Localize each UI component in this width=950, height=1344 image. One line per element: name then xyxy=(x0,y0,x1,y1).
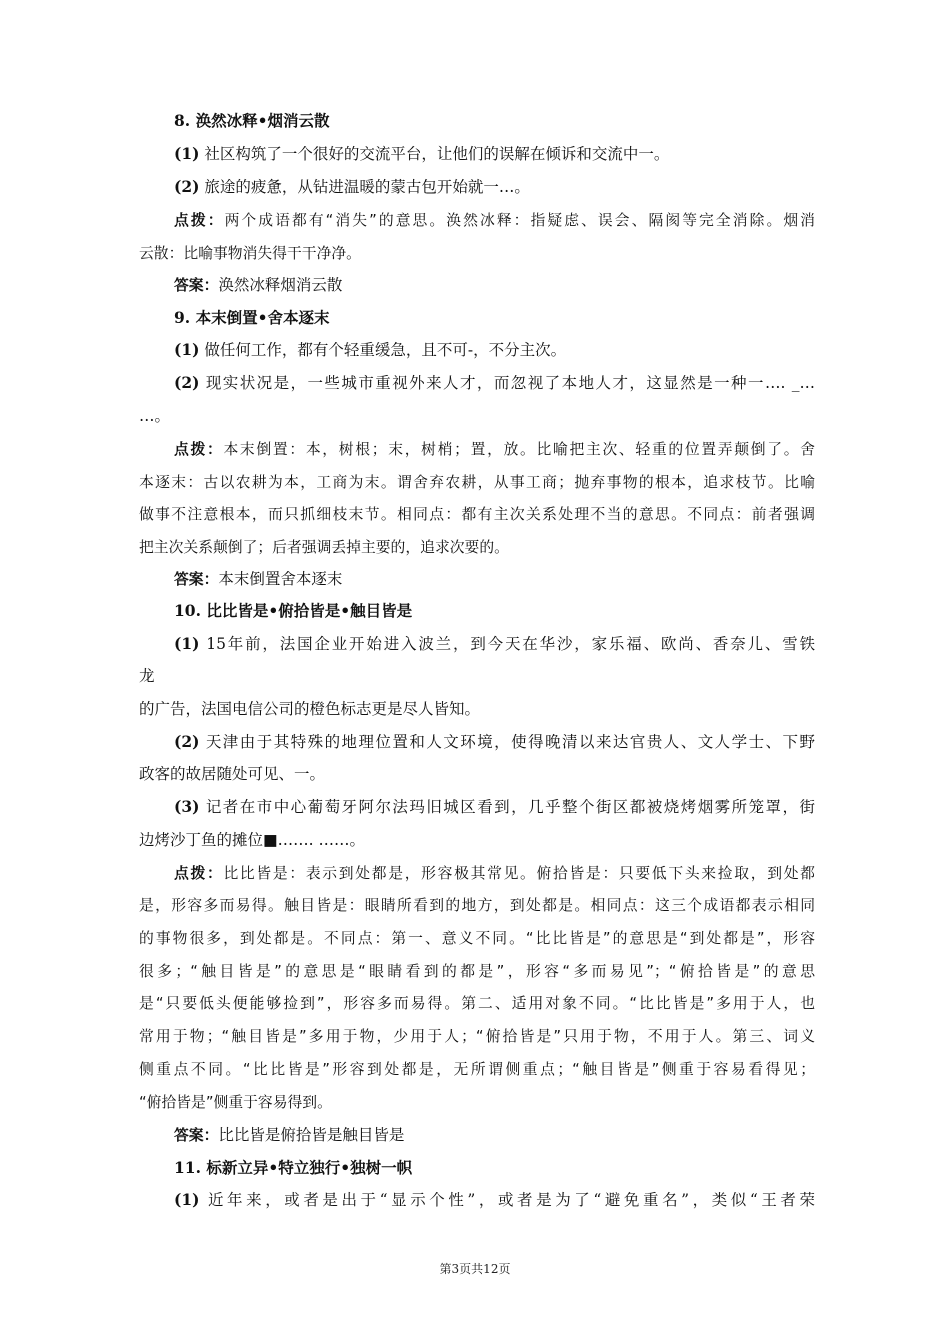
text-line xyxy=(139,992,815,1015)
text-line xyxy=(139,960,815,983)
line-label: 点拨： xyxy=(174,212,225,229)
line-text: 云散：比喻事物消失得干干净净。 xyxy=(139,245,361,262)
text-line xyxy=(139,1025,815,1048)
line-text: 近年来，或者是出于“显示个性”，或者是为了“避免重名”，类似“王者荣 xyxy=(207,1191,815,1209)
line-text: 9. 本末倒置•舍本逐末 xyxy=(174,308,330,327)
line-text: 10. 比比皆是•俯拾皆是•触目皆是 xyxy=(174,601,413,620)
text-line xyxy=(139,536,815,559)
item-number: (2) xyxy=(174,732,200,751)
line-text: 现实状况是，一些城市重视外来人才，而忽视了本地人才，这显然是一种一…. _… xyxy=(205,374,815,392)
line-text: 比比皆是俯拾皆是触目皆是 xyxy=(218,1126,405,1144)
line-text: 社区构筑了一个很好的交流平台，让他们的误解在倾诉和交流中一。 xyxy=(204,145,670,163)
line-text: 记者在市中心葡萄牙阿尔法玛旧城区看到，几乎整个街区都被烧烤烟雾所笼罩，街 xyxy=(205,798,815,816)
line-label: 答案： xyxy=(174,571,219,588)
item-number: (1) xyxy=(174,1190,200,1209)
text-line xyxy=(174,633,815,655)
text-line xyxy=(139,927,815,950)
line-text: 8. 涣然冰释•烟消云散 xyxy=(174,111,330,130)
line-text: 常用于物；“触目皆是”多用于物，少用于人；“俯拾皆是”只用于物，不用于人。第三、词义 xyxy=(139,1028,815,1045)
line-label: 答案： xyxy=(174,277,219,294)
text-line xyxy=(139,1091,815,1114)
line-label: 点拨： xyxy=(174,865,224,882)
text-line xyxy=(139,242,815,265)
text-line xyxy=(174,274,815,297)
line-text: 把主次关系颠倒了；后者强调丢掉主要的，追求次要的。 xyxy=(139,539,509,556)
line-text: 政客的故居随处可见、一。 xyxy=(139,765,326,783)
text-line xyxy=(139,503,815,526)
item-number: (3) xyxy=(174,797,200,816)
text-line xyxy=(174,1124,815,1147)
line-text: 天津由于其特殊的地理位置和人文环境，使得晚清以来达官贵人、文人学士、下野 xyxy=(205,733,815,751)
line-text: 是，形容多而易得。触目皆是：眼睛所看到的地方，到处都是。相同点：这三个成语都表示相同 xyxy=(139,897,815,914)
text-line xyxy=(139,471,815,494)
text-line xyxy=(139,894,815,917)
line-label: 点拨： xyxy=(174,441,224,458)
text-line xyxy=(139,829,815,851)
text-line xyxy=(139,1058,815,1081)
text-line xyxy=(174,339,815,361)
line-text: 侧重点不同。“比比皆是”形容到处都是，无所谓侧重点；“触目皆是”侧重于容易看得见； xyxy=(139,1061,815,1078)
line-text: “俯拾皆是”侧重于容易得到。 xyxy=(139,1094,332,1111)
item-number: (2) xyxy=(174,373,200,392)
page-footer: 第3页共12页 xyxy=(439,1262,511,1276)
line-text: 是“只要低头便能够捡到”，形容多而易得。第二、适用对象不同。“比比皆是”多用于人，也 xyxy=(139,995,815,1012)
item-number: (2) xyxy=(174,177,200,196)
item-number: (1) xyxy=(174,144,200,163)
line-text: 11. 标新立异•特立独行•独树一帜 xyxy=(174,1158,413,1177)
line-text: 比比皆是：表示到处都是，形容极其常见。俯拾皆是：只要低下头来捡取，到处都 xyxy=(223,865,815,882)
text-line xyxy=(174,1189,815,1211)
line-text: 本末倒置：本，树根；末，树梢；置，放。比喻把主次、轻重的位置弄颠倒了。舍 xyxy=(223,441,815,458)
line-text: 边烤沙丁鱼的摊位■……. ……。 xyxy=(139,831,365,849)
line-text: 两个成语都有“消失”的意思。涣然冰释：指疑虑、误会、隔阂等完全消除。烟消 xyxy=(224,212,815,229)
text-line xyxy=(174,307,815,329)
item-number: (1) xyxy=(174,340,200,359)
text-line xyxy=(174,568,815,591)
line-text: 做事不注意根本，而只抓细枝末节。相同点：都有主次关系处理不当的意思。不同点：前者强调 xyxy=(139,506,815,523)
text-line xyxy=(174,110,815,132)
text-line xyxy=(174,862,815,885)
line-text: 的事物很多，到处都是。不同点：第一、意义不同。“比比皆是”的意思是“到处都是”，形容 xyxy=(139,930,815,947)
line-text: …。 xyxy=(139,407,171,425)
line-text: 很多；“触目皆是”的意思是“眼睛看到的都是”，形容“多而易见”；“俯拾皆是”的意思 xyxy=(139,963,815,980)
line-text: 龙 xyxy=(139,667,155,685)
line-label: 答案： xyxy=(174,1127,219,1144)
line-text: 本逐末：古以农耕为本，工商为末。谓舍弃农耕，从事工商；抛弃事物的根本，追求枝节。比喻 xyxy=(139,474,815,491)
text-line xyxy=(139,665,815,687)
text-line xyxy=(174,600,815,622)
line-text: 涣然冰释烟消云散 xyxy=(218,276,343,294)
text-line xyxy=(174,438,815,461)
text-line xyxy=(139,405,815,427)
line-text: 的广告，法国电信公司的橙色标志更是尽人皆知。 xyxy=(139,700,481,718)
line-text: 15年前，法国企业开始进入波兰，到今天在华沙，家乐福、欧尚、香奈儿、雪铁 xyxy=(206,635,815,653)
text-line xyxy=(139,763,815,785)
text-line xyxy=(174,731,815,753)
text-line xyxy=(174,796,815,818)
item-number: (1) xyxy=(174,634,200,653)
text-line xyxy=(174,1157,815,1179)
line-text: 做任何工作，都有个轻重缓急，且不可-，不分主次。 xyxy=(204,341,567,359)
text-line xyxy=(174,176,815,198)
text-line xyxy=(174,143,815,165)
line-text: 旅途的疲惫，从钻进温暖的蒙古包开始就一…。 xyxy=(204,178,530,196)
line-text: 本末倒置舍本逐末 xyxy=(218,570,343,588)
text-line xyxy=(139,698,815,720)
text-line xyxy=(174,209,815,232)
text-line xyxy=(174,372,815,394)
